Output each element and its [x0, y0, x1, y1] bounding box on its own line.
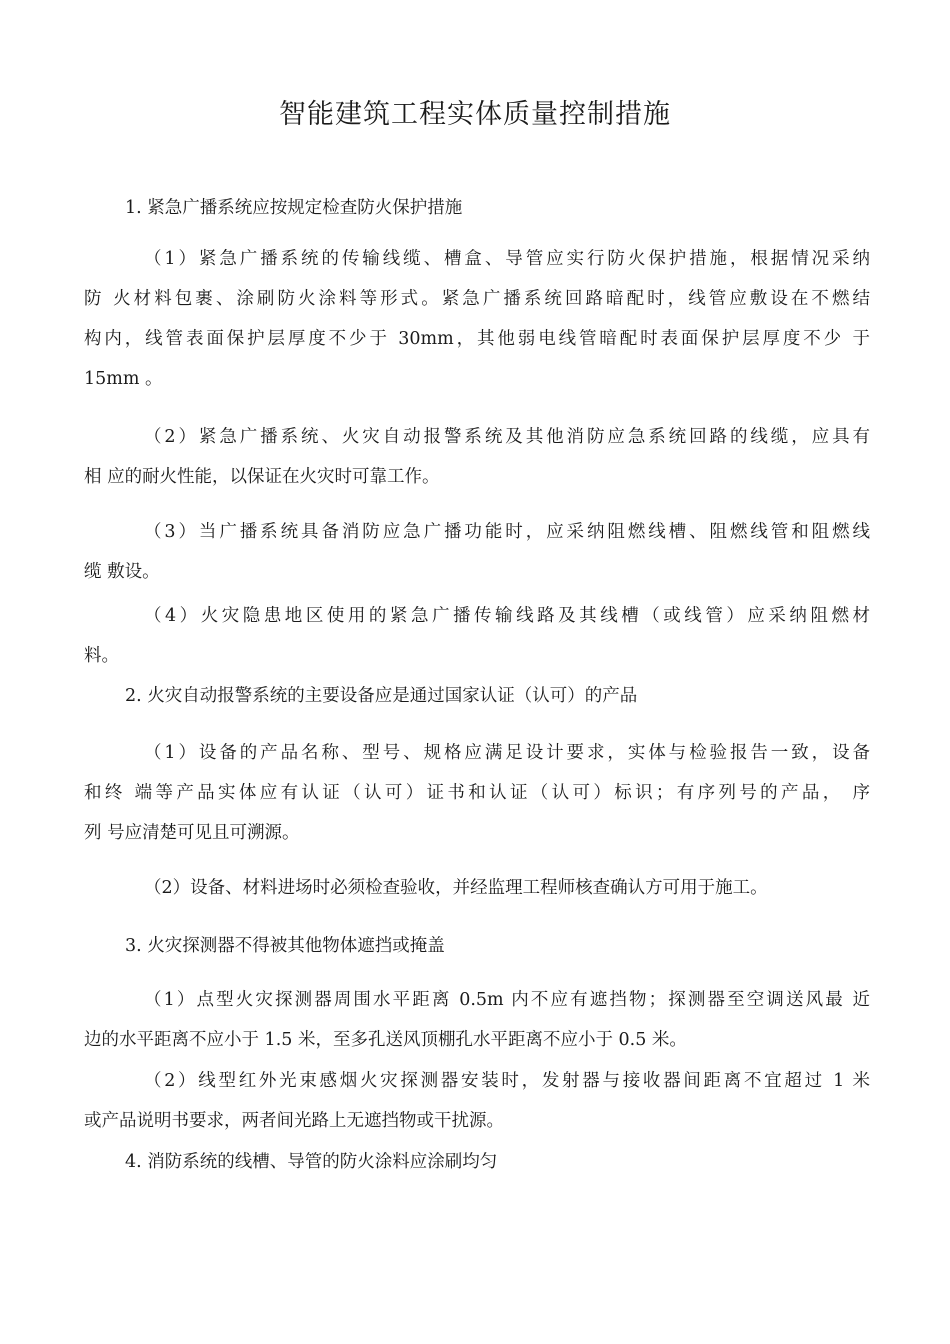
paragraph-line: （2）线型红外光束感烟火灾探测器安装时，发射器与接收器间距离不宜超过 1 米 — [144, 1071, 870, 1091]
paragraph-line: （2）紧急广播系统、火灾自动报警系统及其他消防应急系统回路的线缆，应具有 — [144, 427, 870, 447]
section-heading-2: 2. 火灾自动报警系统的主要设备应是通过国家认证（认可）的产品 — [125, 686, 638, 706]
paragraph-line: 和终 端等产品实体应有认证（认可）证书和认证（认可）标识；有序列号的产品， 序 — [84, 783, 870, 803]
paragraph-line: 15mm 。 — [84, 369, 163, 389]
paragraph-line: （1）紧急广播系统的传输线缆、槽盒、导管应实行防火保护措施，根据情况采纳 — [144, 249, 870, 269]
paragraph-line: 相 应的耐火性能，以保证在火灾时可靠工作。 — [84, 467, 440, 487]
paragraph-line: （1）点型火灾探测器周围水平距离 0.5m 内不应有遮挡物；探测器至空调送风最 近 — [144, 990, 870, 1010]
paragraph-line: （3）当广播系统具备消防应急广播功能时，应采纳阻燃线槽、阻燃线管和阻燃线 — [144, 522, 870, 542]
paragraph-line: 料。 — [84, 646, 119, 666]
paragraph-line: 或产品说明书要求，两者间光路上无遮挡物或干扰源。 — [84, 1111, 504, 1131]
paragraph-line: 构内，线管表面保护层厚度不少于 30mm，其他弱电线管暗配时表面保护层厚度不少 于 — [84, 329, 870, 349]
paragraph-line: （4）火灾隐患地区使用的紧急广播传输线路及其线槽（或线管）应采纳阻燃材 — [144, 606, 870, 626]
section-heading-3: 3. 火灾探测器不得被其他物体遮挡或掩盖 — [125, 936, 445, 956]
paragraph-line: （1）设备的产品名称、型号、规格应满足设计要求，实体与检验报告一致，设备 — [144, 743, 870, 763]
paragraph-line: 缆 敷设。 — [84, 562, 160, 582]
paragraph-line: 列 号应清楚可见且可溯源。 — [84, 823, 300, 843]
paragraph-line: 边的水平距离不应小于 1.5 米，至多孔送风顶棚孔水平距离不应小于 0.5 米。 — [84, 1030, 687, 1050]
paragraph-line: （2）设备、材料进场时必须检查验收，并经监理工程师核查确认方可用于施工。 — [144, 878, 768, 898]
section-heading-1: 1. 紧急广播系统应按规定检查防火保护措施 — [125, 198, 463, 218]
document-title: 智能建筑工程实体质量控制措施 — [279, 99, 671, 130]
paragraph-line: 防 火材料包裹、涂刷防火涂料等形式。紧急广播系统回路暗配时，线管应敷设在不燃结 — [84, 289, 870, 309]
section-heading-4: 4. 消防系统的线槽、导管的防火涂料应涂刷均匀 — [125, 1152, 498, 1172]
